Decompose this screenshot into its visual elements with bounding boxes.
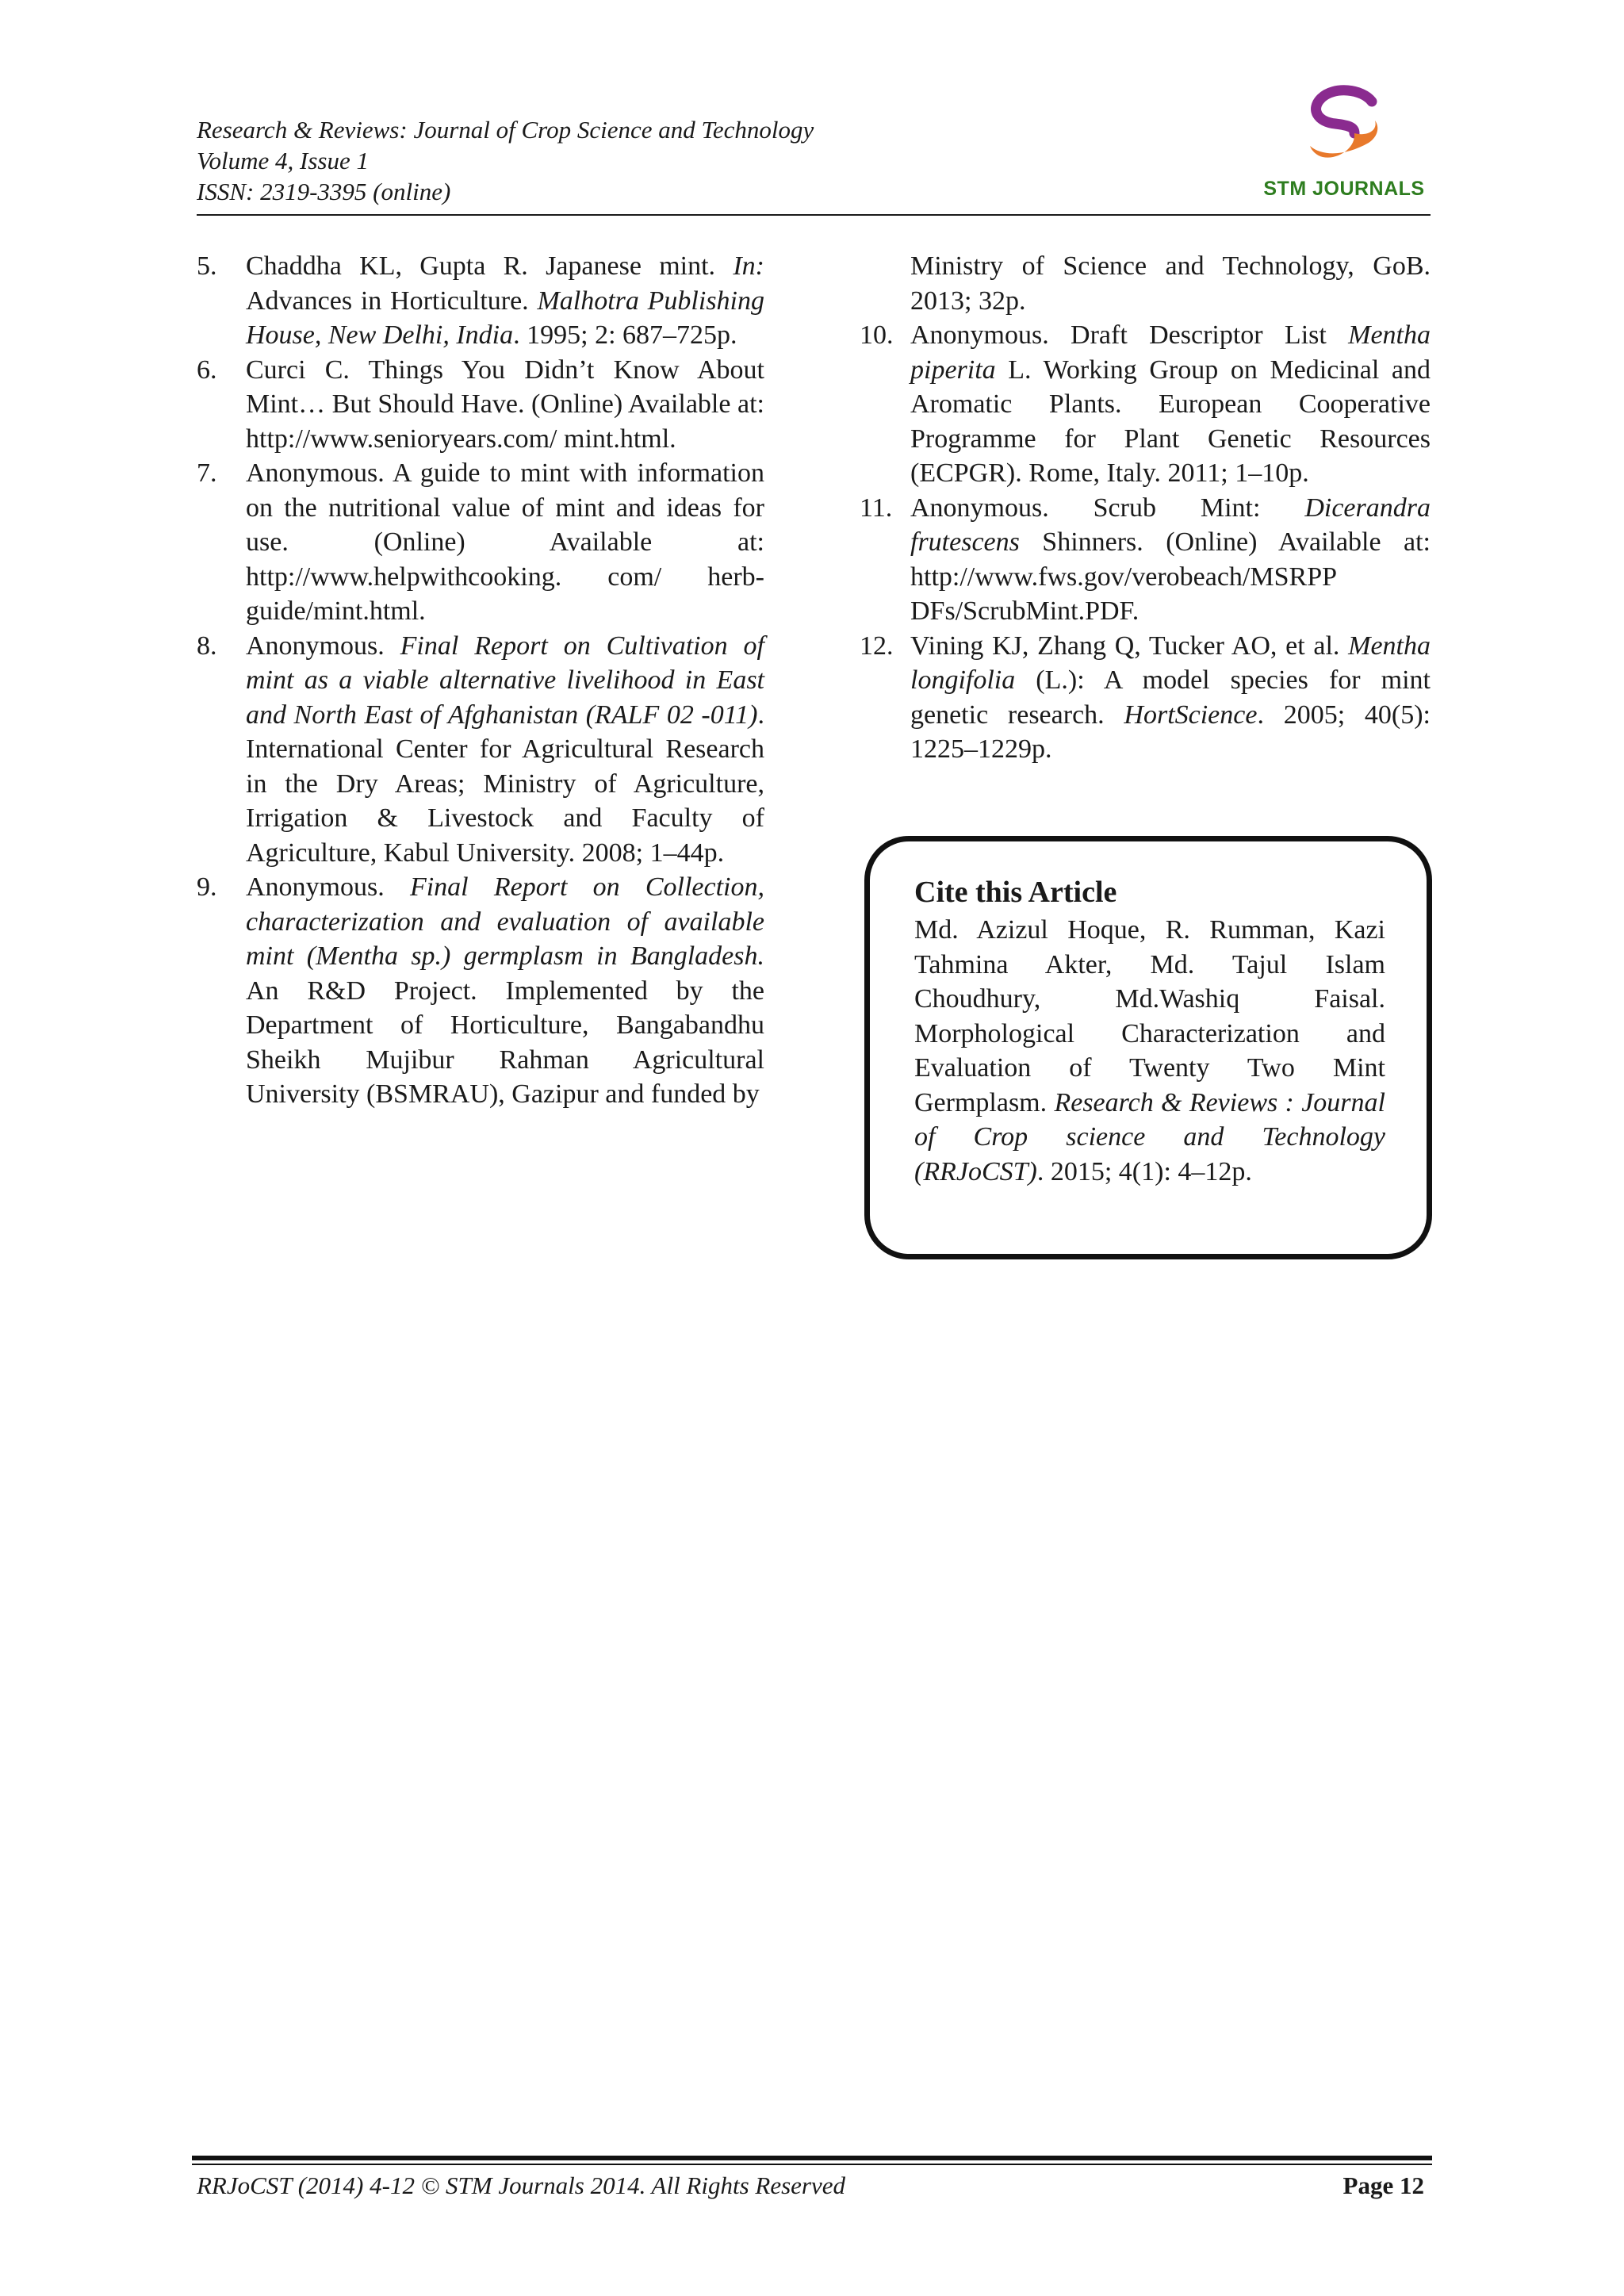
- reference-item: 6. Curci C. Things You Didn’t Know About Mint… But Should Have. (Online) Available at: http://www.senioryears.com/ mint.html.: [197, 355, 764, 454]
- reference-continuation: Ministry of Science and Technology, GoB. 2013; 32p.: [910, 251, 1431, 316]
- journal-title: Research & Reviews: Journal of Crop Science and Technology: [197, 116, 814, 144]
- reference-item: 11. Anonymous. Scrub Mint: Dicerandra frutescens Shinners. (Online) Available at: http://www.fws.gov/verobeach/MSRPP DFs/ScrubMint.PDF.: [860, 493, 1431, 626]
- page-number: Page 12: [1342, 2171, 1424, 2199]
- cite-this-article-box: [864, 836, 1432, 1259]
- journal-volume: Volume 4, Issue 1: [197, 147, 369, 174]
- references-right-column: [860, 249, 1431, 767]
- stm-journals-logo: [1258, 84, 1431, 206]
- reference-item: 12. Vining KJ, Zhang Q, Tucker AO, et al. Mentha longifolia (L.): A model species for mint genetic research. HortScience. 2005; 40(5): 1225–1229p.: [860, 631, 1431, 764]
- page-header: [197, 114, 1431, 216]
- footer-divider-thick: [192, 2156, 1432, 2160]
- reference-item: 8. Anonymous. Final Report on Cultivation of mint as a viable alternative livelihood in East and North East of Afghanistan (RALF 02 -011). International Center for Agricultural Research in the Dry Areas; Ministry of Agriculture, Irrigation & Livestock and Faculty of Agriculture, Kabul University. 2008; 1–44p.: [197, 631, 764, 868]
- header-divider: [197, 214, 1431, 216]
- stm-logo-icon: [1299, 84, 1389, 173]
- references-left-column: [197, 249, 764, 1112]
- reference-item: 7. Anonymous. A guide to mint with information on the nutritional value of mint and ideas for use. (Online) Available at: http://www.helpwithcooking. com/ herb-guide/mint.html.: [197, 458, 764, 626]
- journal-info: [197, 114, 814, 207]
- reference-item: 5. Chaddha KL, Gupta R. Japanese mint. In: Advances in Horticulture. Malhotra Publishing House, New Delhi, India. 1995; 2: 687–725p.: [197, 251, 764, 350]
- footer-divider-thin: [192, 2164, 1432, 2165]
- reference-item: 10. Anonymous. Draft Descriptor List Mentha piperita L. Working Group on Medicinal and Aromatic Plants. European Cooperative Programme for Plant Genetic Resources (ECPGR). Rome, Italy. 2011; 1–10p.: [860, 320, 1431, 488]
- cite-title: Cite this Article: [914, 876, 1117, 909]
- footer-copyright: RRJoCST (2014) 4-12 © STM Journals 2014. All Rights Reserved: [197, 2171, 846, 2199]
- logo-text: STM JOURNALS: [1263, 178, 1425, 200]
- journal-issn: ISSN: 2319-3395 (online): [197, 178, 451, 205]
- cite-text: Md. Azizul Hoque, R. Rumman, Kazi Tahmina Akter, Md. Tajul Islam Choudhury, Md.Washiq Faisal. Morphological Characterization and Evaluation of Twenty Two Mint Germplasm. Research & Reviews : Journal of Crop science and Technology (RRJoCST). 2015; 4(1): 4–12p.: [914, 915, 1385, 1186]
- reference-item: 9. Anonymous. Final Report on Collection, characterization and evaluation of available mint (Mentha sp.) germplasm in Bangladesh. An R&D Project. Implemented by the Department of Horticulture, Bangabandhu Sheikh Mujibur Rahman Agricultural University (BSMRAU), Gazipur and funded by: [197, 872, 765, 1109]
